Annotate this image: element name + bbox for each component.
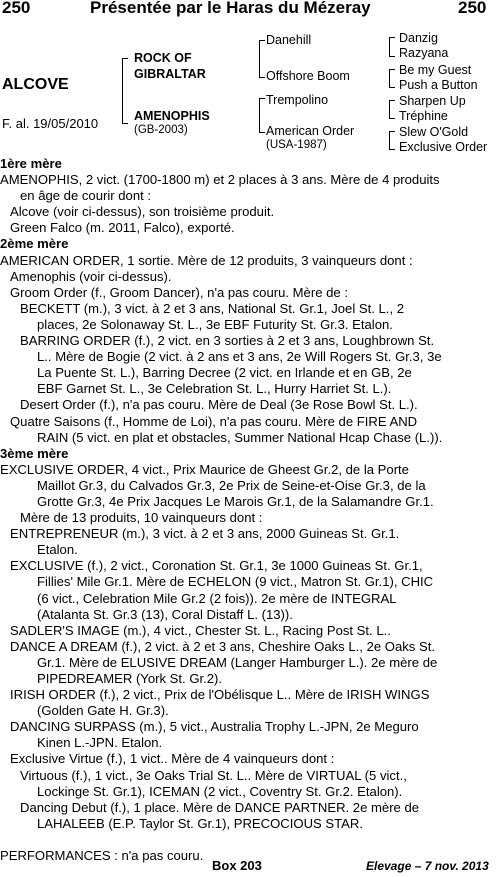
text-line: IRISH ORDER (f.), 2 vict., Prix de l'Obélisque L.. Mère de IRISH WINGS (10, 687, 430, 703)
dam-note: (GB-2003) (134, 124, 188, 136)
section-heading: 3ème mère (0, 445, 69, 461)
page-number-right: 250 (458, 0, 487, 17)
text-line: (6 vict., Celebration Mile Gr.2 (2 fois)). 2e mère de INTEGRAL (37, 590, 397, 606)
pedigree-bracket (389, 100, 395, 119)
text-line: ENTREPRENEUR (m.), 3 vict. à 2 et 3 ans, 2000 Guineas St. Gr.1. (10, 526, 400, 542)
grandsire-4-note: (USA-1987) (266, 139, 327, 151)
text-line: Lockinge St. Gr.1), ICEMAN (2 vict., Coventry St. Gr.2. Etalon). (37, 783, 403, 799)
text-line: Grotte Gr.3, 4e Prix Jacques Le Marois Gr.1, de la Salamandre Gr.1. (37, 493, 434, 509)
grandsire-2: Offshore Boom (266, 69, 350, 83)
grandsire-1: Danehill (266, 33, 312, 47)
ggs-3: Be my Guest (399, 63, 472, 77)
footer-edition: Elevage – 7 nov. 2013 (366, 859, 489, 873)
text-line: PERFORMANCES : n'a pas couru. (0, 847, 204, 863)
pedigree-bracket (259, 98, 265, 133)
pedigree-bracket (389, 131, 395, 150)
text-line: BARRING ORDER (f.), 2 vict. en 3 sorties à 2 et 3 ans, Loughbrown St. (20, 333, 435, 349)
text-line: La Puente St. L.), Barring Decree (2 vict. en Irlande et en GB, 2e (37, 365, 412, 381)
section-heading: 1ère mère (0, 156, 62, 171)
grandsire-3: Trempolino (266, 93, 329, 107)
text-line: Mère de 13 produits, 10 vainqueurs dont : (20, 510, 263, 526)
text-line: EBF Garnet St. L., 3e Celebration St. L., Hurry Harriet St. L.). (37, 381, 392, 397)
ggs-6: Tréphine (399, 109, 448, 123)
page-title: Présentée par le Haras du Mézeray (90, 0, 371, 17)
sire-name-cont: GIBRALTAR (134, 67, 206, 81)
horse-name: ALCOVE (2, 76, 69, 93)
text-line: SADLER'S IMAGE (m.), 4 vict., Chester St. L., Racing Post St. L.. (10, 622, 391, 638)
ggs-8: Exclusive Order (399, 140, 488, 154)
text-line: en âge de courir dont : (20, 188, 152, 204)
text-line: Desert Order (f.), n'a pas couru. Mère de Deal (3e Rose Bowl St. L.). (20, 397, 418, 413)
text-line: EXCLUSIVE ORDER, 4 vict., Prix Maurice de Gheest Gr.2, de la Porte (0, 461, 409, 477)
pedigree-bracket (122, 58, 128, 124)
text-line: Alcove (voir ci-dessus), son troisième produit. (10, 204, 275, 220)
ggs-4: Push a Button (399, 78, 478, 92)
dam-name: AMENOPHIS (134, 109, 210, 123)
text-line: Fillies' Mile Gr.1. Mère de ECHELON (9 vict., Matron St. Gr.1), CHIC (37, 574, 434, 590)
text-line: LAHALEEB (E.P. Taylor St. Gr.1), PRECOCIOUS STAR. (37, 815, 363, 831)
pedigree-bracket (389, 69, 395, 88)
text-line: Maillot Gr.3, du Calvados Gr.3, 2e Prix de Seine-et-Oise Gr.3, de la (37, 477, 426, 493)
text-line: Groom Order (f., Groom Dancer), n'a pas couru. Mère de : (10, 284, 348, 300)
text-line: places, 2e Solonaway St. L., 3e EBF Futurity St. Gr.3. Etalon. (37, 316, 393, 332)
ggs-5: Sharpen Up (399, 94, 466, 108)
text-line: L.. Mère de Bogie (2 vict. à 2 ans et 3 ans, 2e Will Rogers St. Gr.3, 3e (37, 349, 442, 365)
text-line: DANCING SURPASS (m.), 5 vict., Australia Trophy L.-JPN, 2e Meguro (10, 719, 419, 735)
text-line: (Atalanta St. Gr.3 (13), Coral Distaff L. (13)). (37, 606, 293, 622)
text-line: AMERICAN ORDER, 1 sortie. Mère de 12 produits, 3 vainqueurs dont : (0, 252, 413, 268)
horse-details: F. al. 19/05/2010 (2, 116, 99, 131)
ggs-1: Danzig (399, 31, 438, 45)
text-line: Exclusive Virtue (f.), 1 vict.. Mère de 4 vainqueurs dont : (10, 751, 335, 767)
section-heading: 2ème mère (0, 236, 69, 252)
text-line: Etalon. (37, 542, 78, 558)
text-line: EXCLUSIVE (f.), 2 vict., Coronation St. Gr.1, 3e 1000 Guineas St. Gr.1, (10, 558, 423, 574)
text-line: (Golden Gate H. Gr.3). (37, 703, 169, 719)
text-line: Kinen L.-JPN. Etalon. (37, 735, 163, 751)
footer-box: Box 203 (212, 858, 262, 873)
text-line: Dancing Debut (f.), 1 place. Mère de DANCE PARTNER. 2e mère de (20, 799, 420, 815)
text-line: Virtuous (f.), 1 vict., 3e Oaks Trial St. L.. Mère de VIRTUAL (5 vict., (20, 767, 407, 783)
text-line: PIPEDREAMER (York St. Gr.2). (37, 671, 223, 686)
text-line: AMENOPHIS, 2 vict. (1700-1800 m) et 2 places à 3 ans. Mère de 4 produits (0, 172, 440, 188)
pedigree-bracket (389, 37, 395, 57)
text-line: DANCE A DREAM (f.), 2 vict. à 2 et 3 ans, Cheshire Oaks L., 2e Oaks St. (10, 638, 435, 654)
text-line: Gr.1. Mère de ELUSIVE DREAM (Langer Hamburger L.). 2e mère de (37, 654, 438, 670)
text-line: Amenophis (voir ci-dessus). (10, 268, 172, 284)
text-line: RAIN (5 vict. en plat et obstacles, Summer National Hcap Chase (L.)). (37, 429, 443, 445)
grandsire-4: American Order (266, 124, 355, 138)
sire-name: ROCK OF (134, 51, 192, 65)
catalogue-body (0, 156, 500, 864)
ggs-7: Slew O'Gold (399, 125, 469, 139)
page-number-left: 250 (2, 0, 31, 17)
text-line: Quatre Saisons (f., Homme de Loi), n'a pas couru. Mère de FIRE AND (10, 413, 418, 429)
pedigree-bracket (259, 40, 265, 78)
text-line: Green Falco (m. 2011, Falco), exporté. (10, 220, 235, 236)
text-line: BECKETT (m.), 3 vict. à 2 et 3 ans, National St. Gr.1, Joel St. L., 2 (20, 300, 404, 316)
ggs-2: Razyana (399, 46, 449, 60)
